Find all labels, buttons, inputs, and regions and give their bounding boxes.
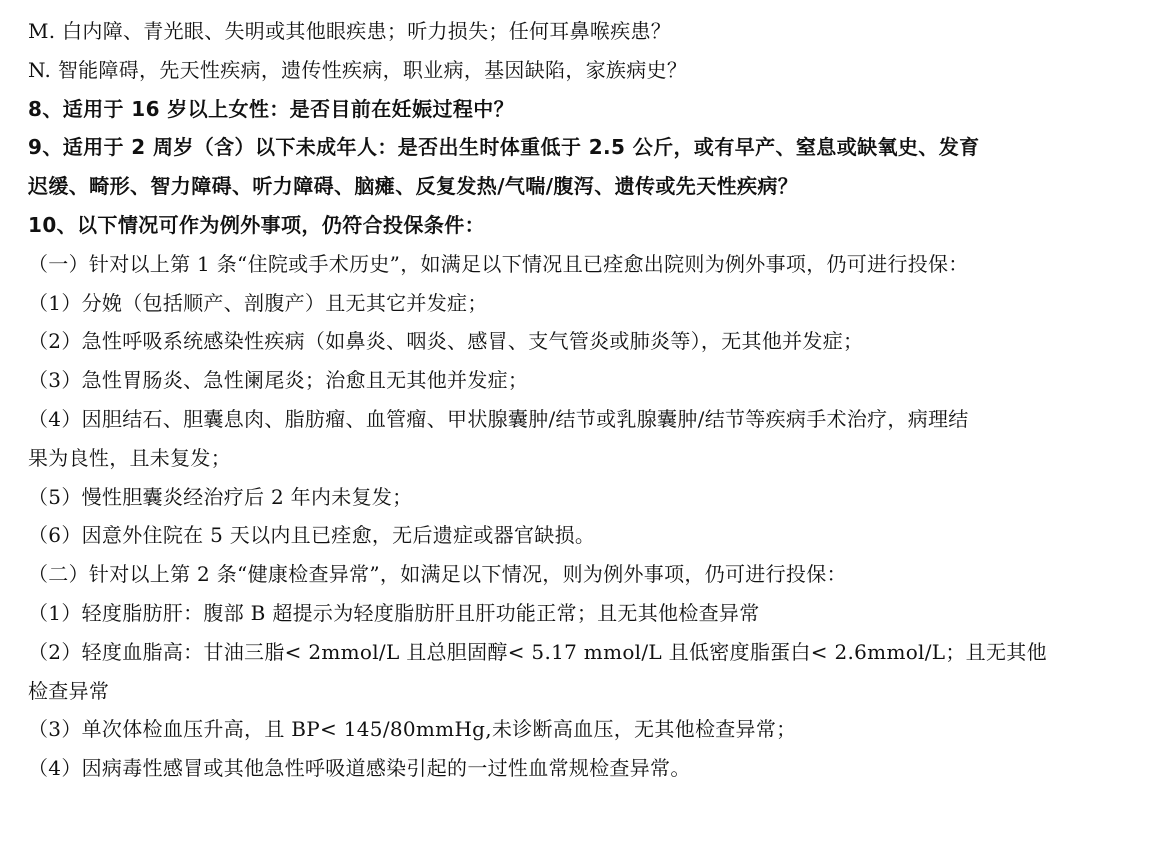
exception-1-2: （2）急性呼吸系统感染性疾病（如鼻炎、咽炎、感冒、支气管炎或肺炎等），无其他并发症；	[28, 329, 864, 354]
exception-2-2-line-1: （2）轻度血脂高：甘油三脂< 2mmol/L 且总胆固醇< 5.17 mmol/L 且低密度脂蛋白< 2.6mmol/L；且无其他	[28, 639, 1047, 664]
question-9-infant-line-2: 迟缓、畸形、智力障碍、听力障碍、脑瘫、反复发热/气喘/腹泻、遗传或先天性疾病？	[28, 174, 799, 199]
exception-2-3: （3）单次体检血压升高，且 BP< 145/80mmHg,未诊断高血压，无其他检查异常；	[28, 717, 797, 742]
exception-2-2-line-2: 检查异常	[28, 678, 110, 703]
exception-1-4-line-1: （4）因胆结石、胆囊息肉、脂肪瘤、血管瘤、甲状腺囊肿/结节或乳腺囊肿/结节等疾病手术治疗，病理结	[28, 406, 969, 431]
question-8-pregnancy: 8、适用于 16 岁以上女性：是否目前在妊娠过程中？	[28, 96, 515, 121]
exception-group-2-heading: （二）针对以上第 2 条“健康检查异常”，如满足以下情况，则为例外事项，仍可进行投保：	[28, 562, 847, 587]
item-n-congenital-genetic: N. 智能障碍，先天性疾病，遗传性疾病，职业病，基因缺陷，家族病史？	[28, 57, 688, 82]
exception-group-1-heading: （一）针对以上第 1 条“住院或手术历史”，如满足以下情况且已痊愈出院则为例外事项，仍可进行投保：	[28, 251, 969, 276]
question-10-exceptions-heading: 10、以下情况可作为例外事项，仍符合投保条件：	[28, 212, 486, 237]
item-m-eye-ear-disorders: M. 白内障、青光眼、失明或其他眼疾患；听力损失；任何耳鼻喉疾患？	[28, 19, 672, 43]
exception-1-1: （1）分娩（包括顺产、剖腹产）且无其它并发症；	[28, 290, 488, 315]
question-9-infant-line-1: 9、适用于 2 周岁（含）以下未成年人：是否出生时体重低于 2.5 公斤，或有早产、窒息或缺氧史、发育	[28, 135, 980, 160]
exception-1-3: （3）急性胃肠炎、急性阑尾炎；治愈且无其他并发症；	[28, 368, 529, 393]
exception-2-4: （4）因病毒性感冒或其他急性呼吸道感染引起的一过性血常规检查异常。	[28, 756, 691, 781]
document-body	[28, 12, 1153, 788]
exception-1-5: （5）慢性胆囊炎经治疗后 2 年内未复发；	[28, 484, 413, 509]
exception-2-1: （1）轻度脂肪肝：腹部 B 超提示为轻度脂肪肝且肝功能正常；且无其他检查异常	[28, 600, 760, 625]
exception-1-4-line-2: 果为良性，且未复发；	[28, 445, 231, 470]
exception-1-6: （6）因意外住院在 5 天以内且已痊愈，无后遗症或器官缺损。	[28, 523, 596, 548]
